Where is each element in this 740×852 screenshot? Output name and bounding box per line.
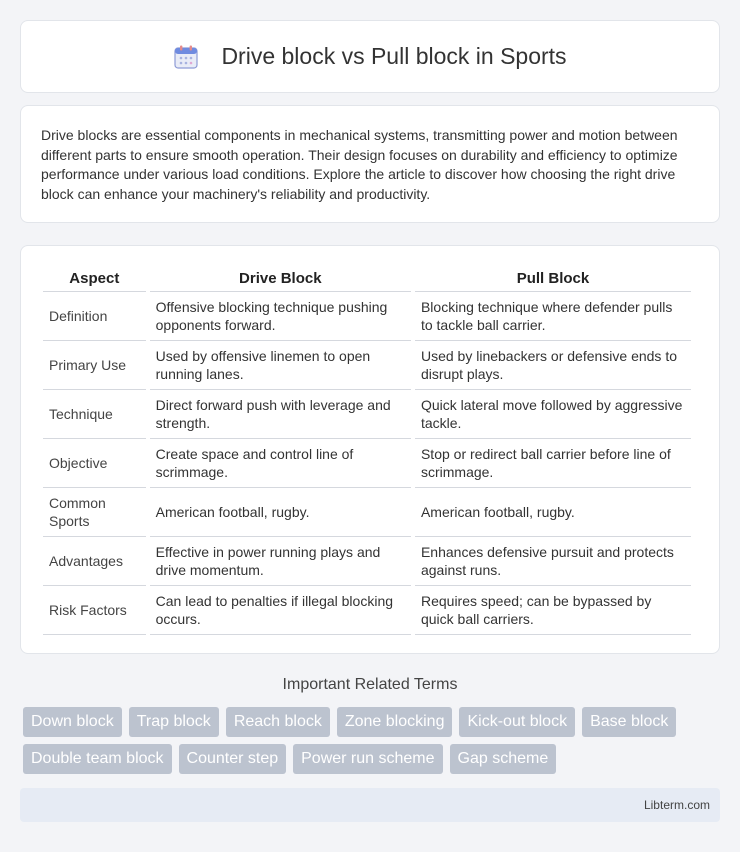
tag-power-run-scheme[interactable]: Power run scheme bbox=[293, 744, 442, 774]
tag-trap-block[interactable]: Trap block bbox=[129, 707, 219, 737]
tag-kick-out-block[interactable]: Kick-out block bbox=[459, 707, 575, 737]
table-row bbox=[43, 390, 691, 439]
drive-block-cell: Offensive blocking technique pushing opponents forward. bbox=[150, 292, 411, 341]
tag-zone-blocking[interactable]: Zone blocking bbox=[337, 707, 453, 737]
aspect-cell: Risk Factors bbox=[43, 586, 146, 635]
tag-gap-scheme[interactable]: Gap scheme bbox=[450, 744, 557, 774]
tag-down-block[interactable]: Down block bbox=[23, 707, 122, 737]
comparison-table bbox=[39, 264, 695, 635]
pull-block-cell: Requires speed; can be bypassed by quick ball carriers. bbox=[415, 586, 691, 635]
aspect-cell: Technique bbox=[43, 390, 146, 439]
drive-block-cell: American football, rugby. bbox=[150, 488, 411, 537]
related-terms-heading: Important Related Terms bbox=[282, 676, 458, 693]
aspect-cell: Primary Use bbox=[43, 341, 146, 390]
column-header-drive-block: Drive Block bbox=[150, 264, 411, 292]
page-title: Drive block vs Pull block in Sports bbox=[221, 43, 567, 69]
tag-reach-block[interactable]: Reach block bbox=[226, 707, 330, 737]
pull-block-cell: Blocking technique where defender pulls to tackle ball carrier. bbox=[415, 292, 691, 341]
pull-block-cell: Quick lateral move followed by aggressive tackle. bbox=[415, 390, 691, 439]
tag-counter-step[interactable]: Counter step bbox=[179, 744, 287, 774]
pull-block-cell: Stop or redirect ball carrier before line of scrimmage. bbox=[415, 439, 691, 488]
column-header-pull-block: Pull Block bbox=[415, 264, 691, 292]
comparison-card bbox=[20, 245, 720, 654]
intro-text: Drive blocks are essential components in mechanical systems, transmitting power and motion between different parts to ensure smooth operation. Their design focuses on durability and efficiency to optimize performance under various load conditions. Explore the article to discover how choosing the right drive block can enhance your machinery's reliability and productivity. bbox=[41, 127, 678, 202]
title-card bbox=[20, 20, 720, 93]
intro-card bbox=[20, 105, 720, 223]
drive-block-cell: Can lead to penalties if illegal blocking occurs. bbox=[150, 586, 411, 635]
calendar-icon bbox=[173, 44, 199, 70]
table-row bbox=[43, 586, 691, 635]
table-row bbox=[43, 537, 691, 586]
drive-block-cell: Effective in power running plays and drive momentum. bbox=[150, 537, 411, 586]
table-row bbox=[43, 439, 691, 488]
table-row bbox=[43, 488, 691, 537]
footer bbox=[20, 788, 720, 822]
pull-block-cell: Enhances defensive pursuit and protects against runs. bbox=[415, 537, 691, 586]
table-row bbox=[43, 341, 691, 390]
aspect-cell: Definition bbox=[43, 292, 146, 341]
column-header-aspect: Aspect bbox=[43, 264, 146, 292]
pull-block-cell: Used by linebackers or defensive ends to disrupt plays. bbox=[415, 341, 691, 390]
table-row bbox=[43, 292, 691, 341]
pull-block-cell: American football, rugby. bbox=[415, 488, 691, 537]
tag-double-team-block[interactable]: Double team block bbox=[23, 744, 172, 774]
related-terms-list bbox=[23, 707, 723, 781]
aspect-cell: Objective bbox=[43, 439, 146, 488]
drive-block-cell: Used by offensive linemen to open running lanes. bbox=[150, 341, 411, 390]
drive-block-cell: Direct forward push with leverage and strength. bbox=[150, 390, 411, 439]
footer-site-link[interactable]: Libterm.com bbox=[643, 798, 710, 812]
table-header-row bbox=[43, 264, 691, 292]
aspect-cell: Common Sports bbox=[43, 488, 146, 537]
drive-block-cell: Create space and control line of scrimmage. bbox=[150, 439, 411, 488]
tag-base-block[interactable]: Base block bbox=[582, 707, 676, 737]
aspect-cell: Advantages bbox=[43, 537, 146, 586]
